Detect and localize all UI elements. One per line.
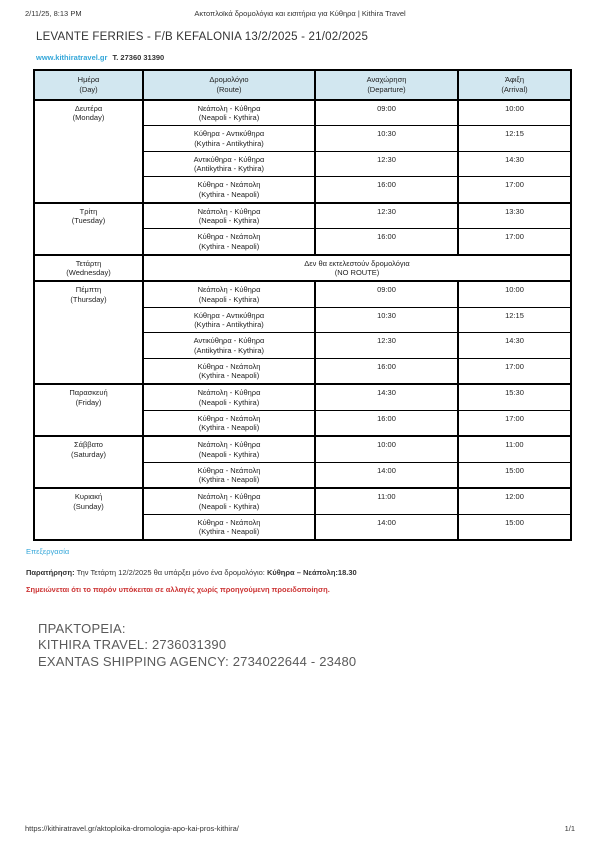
departure-cell: 10:30 — [315, 126, 458, 152]
agency-kithira-travel: KITHIRA TRAVEL: 2736031390 — [38, 637, 227, 653]
arrival-cell: 17:00 — [458, 358, 571, 384]
arrival-cell: 15:00 — [458, 514, 571, 540]
route-cell: Νεάπολη - Κύθηρα (Neapoli - Kythira) — [143, 203, 315, 229]
schedule-row — [34, 384, 571, 410]
route-cell: Νεάπολη - Κύθηρα (Neapoli - Kythira) — [143, 488, 315, 514]
route-cell: Αντικύθηρα - Κύθηρα (Antikythira - Kythira) — [143, 333, 315, 359]
departure-cell: 14:00 — [315, 462, 458, 488]
route-cell: Κύθηρα - Αντικύθηρα (Kythira - Antikythira) — [143, 307, 315, 333]
departure-cell: 16:00 — [315, 177, 458, 203]
route-cell: Κύθηρα - Νεάπολη (Kythira - Neapoli) — [143, 514, 315, 540]
schedule-row — [34, 255, 571, 282]
column-header-departure: Αναχώρηση (Departure) — [315, 70, 458, 100]
schedule-row — [34, 203, 571, 229]
note-line — [26, 568, 578, 577]
arrival-cell: 10:00 — [458, 100, 571, 126]
source-url: https://kithiratravel.gr/aktoploika-dromologia-apo-kai-pros-kithira/ — [25, 824, 239, 833]
day-cell: Παρασκευή (Friday) — [34, 384, 143, 436]
route-cell: Νεάπολη - Κύθηρα (Neapoli - Kythira) — [143, 436, 315, 462]
schedule-row — [34, 281, 571, 307]
route-cell: Κύθηρα - Νεάπολη (Kythira - Neapoli) — [143, 229, 315, 255]
arrival-cell: 10:00 — [458, 281, 571, 307]
column-header-day: Ημέρα (Day) — [34, 70, 143, 100]
note-label: Παρατήρηση: — [26, 568, 75, 577]
arrival-cell: 15:30 — [458, 384, 571, 410]
arrival-cell: 11:00 — [458, 436, 571, 462]
document-content — [26, 27, 578, 670]
route-cell: Νεάπολη - Κύθηρα (Neapoli - Kythira) — [143, 100, 315, 126]
page-indicator: 1/1 — [564, 824, 575, 833]
arrival-cell: 13:30 — [458, 203, 571, 229]
print-footer — [25, 824, 575, 833]
departure-cell: 09:00 — [315, 100, 458, 126]
page-title: LEVANTE FERRIES - F/B KEFALONIA 13/2/2025 - 21/02/2025 — [36, 31, 369, 43]
route-cell: Κύθηρα - Νεάπολη (Kythira - Neapoli) — [143, 177, 315, 203]
route-cell: Νεάπολη - Κύθηρα (Neapoli - Kythira) — [143, 281, 315, 307]
ferry-schedule-table — [33, 69, 572, 541]
arrival-cell: 15:00 — [458, 462, 571, 488]
departure-cell: 12:30 — [315, 203, 458, 229]
arrival-cell: 14:30 — [458, 151, 571, 177]
departure-cell: 12:30 — [315, 151, 458, 177]
print-doc-title: Ακτοπλοϊκά δρομολόγια και εισιτήρια για Κύθηρα | Kithira Travel — [194, 9, 406, 18]
departure-cell: 16:00 — [315, 410, 458, 436]
column-header-route: Δρομολόγιο (Route) — [143, 70, 315, 100]
contact-line — [36, 53, 578, 62]
route-cell: Κύθηρα - Αντικύθηρα (Kythira - Antikythira) — [143, 126, 315, 152]
column-header-arrival: Άφιξη (Arrival) — [458, 70, 571, 100]
arrival-cell: 12:00 — [458, 488, 571, 514]
print-datetime: 2/11/25, 8:13 PM — [25, 9, 82, 18]
departure-cell: 12:30 — [315, 333, 458, 359]
print-header — [25, 9, 575, 20]
agency-exantas: EXANTAS SHIPPING AGENCY: 2734022644 - 23480 — [38, 653, 357, 669]
note-text: Την Τετάρτη 12/2/2025 θα υπάρξει μόνο ένα δρομολόγιο: — [74, 568, 267, 577]
departure-cell: 16:00 — [315, 358, 458, 384]
day-cell: Δευτέρα (Monday) — [34, 100, 143, 203]
agencies-block — [38, 621, 578, 670]
phone-number: T. 27360 31390 — [112, 53, 165, 62]
day-cell: Πέμπτη (Thursday) — [34, 281, 143, 384]
arrival-cell: 17:00 — [458, 410, 571, 436]
route-cell: Νεάπολη - Κύθηρα (Neapoli - Kythira) — [143, 384, 315, 410]
departure-cell: 11:00 — [315, 488, 458, 514]
departure-cell: 14:00 — [315, 514, 458, 540]
day-cell: Σάββατο (Saturday) — [34, 436, 143, 488]
agencies-heading: ΠΡΑΚΤΟΡΕΙΑ: — [38, 621, 126, 636]
website-link[interactable]: www.kithiratravel.gr — [36, 53, 108, 62]
edit-link[interactable]: Επεξεργασία — [26, 547, 70, 556]
route-cell: Κύθηρα - Νεάπολη (Kythira - Neapoli) — [143, 358, 315, 384]
departure-cell: 10:30 — [315, 307, 458, 333]
day-cell: Τρίτη (Tuesday) — [34, 203, 143, 255]
departure-cell: 10:00 — [315, 436, 458, 462]
no-route-cell: Δεν θα εκτελεστούν δρομολόγια (NO ROUTE) — [143, 255, 571, 282]
arrival-cell: 12:15 — [458, 307, 571, 333]
arrival-cell: 14:30 — [458, 333, 571, 359]
departure-cell: 14:30 — [315, 384, 458, 410]
route-cell: Κύθηρα - Νεάπολη (Kythira - Neapoli) — [143, 462, 315, 488]
arrival-cell: 17:00 — [458, 229, 571, 255]
arrival-cell: 12:15 — [458, 126, 571, 152]
departure-cell: 09:00 — [315, 281, 458, 307]
arrival-cell: 17:00 — [458, 177, 571, 203]
schedule-row — [34, 436, 571, 462]
departure-cell: 16:00 — [315, 229, 458, 255]
schedule-row — [34, 488, 571, 514]
route-cell: Αντικύθηρα - Κύθηρα (Antikythira - Kythira) — [143, 151, 315, 177]
note-highlight: Κύθηρα – Νεάπολη:18.30 — [266, 568, 357, 577]
day-cell: Κυριακή (Sunday) — [34, 488, 143, 540]
disclaimer-text: Σημειώνεται ότι το παρόν υπόκειται σε αλλαγές χωρίς προηγούμενη προειδοποίηση. — [26, 585, 330, 594]
day-cell: Τετάρτη (Wednesday) — [34, 255, 143, 282]
table-header-row — [34, 70, 571, 100]
route-cell: Κύθηρα - Νεάπολη (Kythira - Neapoli) — [143, 410, 315, 436]
schedule-row — [34, 100, 571, 126]
